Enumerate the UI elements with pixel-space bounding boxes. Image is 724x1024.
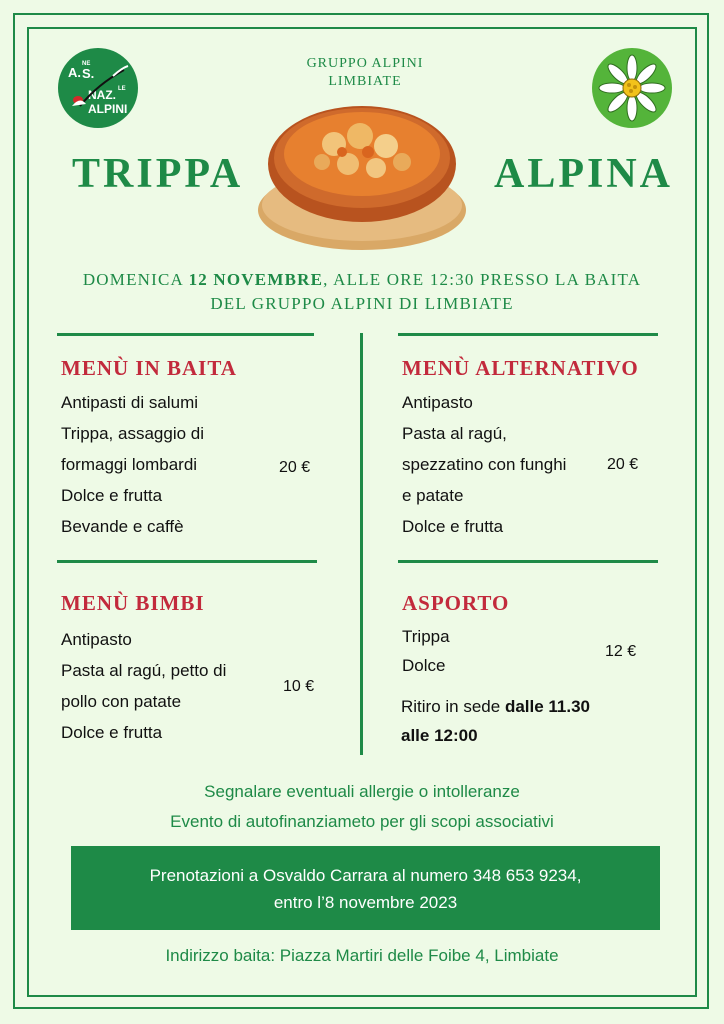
divider-top-right <box>398 333 658 336</box>
ana-logo <box>58 48 138 128</box>
menu-item: Antipasti di salumi <box>61 393 199 412</box>
menu-bimbi-title: MENÙ BIMBI <box>61 591 205 615</box>
menu-baita-items <box>61 387 204 542</box>
asporto-items <box>402 622 450 680</box>
notes <box>60 777 664 837</box>
event-info <box>60 268 664 316</box>
logo-text-s: S. <box>82 66 95 81</box>
menu-item: Antipasto <box>402 393 473 412</box>
menu-bimbi-price: 10 € <box>283 678 315 695</box>
logo-text-ne: NE <box>82 61 91 67</box>
logo-text-naz: NAZ. <box>88 88 116 102</box>
menu-alternativo-price: 20 € <box>607 456 639 473</box>
group-name-line1: GRUPPO ALPINI <box>306 56 424 71</box>
booking-line2: entro l’8 novembre 2023 <box>273 893 458 912</box>
asporto-title: ASPORTO <box>402 591 510 615</box>
menu-item: Pasta al ragú, petto di <box>61 661 227 680</box>
event-day: DOMENICA <box>82 270 189 289</box>
logo-text-a: A. <box>68 65 81 80</box>
menu-item: pollo con patate <box>61 692 182 711</box>
pickup-line1 <box>401 692 641 721</box>
event-line2: DEL GRUPPO ALPINI DI LIMBIATE <box>210 294 514 313</box>
divider-vertical <box>360 333 363 755</box>
menu-item: Dolce <box>402 656 446 675</box>
menu-item: formaggi lombardi <box>61 455 198 474</box>
divider-mid-left <box>57 560 317 563</box>
edelweiss-logo <box>592 48 672 128</box>
booking-banner <box>71 846 660 930</box>
event-time-place: , ALLE ORE 12:30 PRESSO LA BAITA <box>323 270 642 289</box>
pickup-line2 <box>401 721 641 750</box>
title-trippa: TRIPPA <box>72 151 244 197</box>
menu-item: Dolce e frutta <box>402 517 504 536</box>
divider-top-left <box>57 333 314 336</box>
funding-note: Evento di autofinanziameto per gli scopi associativi <box>170 812 554 831</box>
address: Indirizzo baita: Piazza Martiri delle Foibe 4, Limbiate <box>165 946 559 965</box>
event-line1 <box>60 268 664 292</box>
menu-baita-price: 20 € <box>279 459 311 476</box>
menu-item: spezzatino con funghi <box>402 455 567 474</box>
pickup-label: Ritiro in sede <box>401 697 505 716</box>
group-name <box>255 55 475 91</box>
divider-mid-right <box>398 560 658 563</box>
event-date: 12 NOVEMBRE <box>188 270 324 289</box>
menu-item: Pasta al ragú, <box>402 424 507 443</box>
asporto-pickup <box>401 692 641 750</box>
menu-bimbi-items <box>61 624 226 748</box>
group-name-line2: LIMBIATE <box>328 74 402 89</box>
logo-text-alpini: ALPINI <box>88 102 128 116</box>
logo-text-le: LE <box>118 86 126 92</box>
pickup-to: alle 12:00 <box>401 726 478 745</box>
menu-item: Dolce e frutta <box>61 723 163 742</box>
tripe-dish-image <box>256 92 468 254</box>
menu-alternativo-items <box>402 387 566 542</box>
alpini-hat-feather-icon <box>58 48 138 128</box>
menu-item: e patate <box>402 486 464 505</box>
booking-line1: Prenotazioni a Osvaldo Carrara al numero 348 653 9234, <box>149 866 582 885</box>
menu-item: Dolce e frutta <box>61 486 163 505</box>
asporto-price: 12 € <box>605 643 637 660</box>
pickup-from: dalle 11.30 <box>504 697 591 716</box>
menu-baita-title: MENÙ IN BAITA <box>61 356 237 380</box>
menu-item: Trippa, assaggio di <box>61 424 205 443</box>
allergy-note: Segnalare eventuali allergie o intolleranze <box>204 782 520 801</box>
menu-alternativo-title: MENÙ ALTERNATIVO <box>402 356 639 380</box>
menu-item: Antipasto <box>61 630 132 649</box>
edelweiss-flower-icon <box>592 48 672 128</box>
menu-item: Bevande e caffè <box>61 517 184 536</box>
menu-item: Trippa <box>402 627 450 646</box>
title-alpina: ALPINA <box>494 151 674 197</box>
